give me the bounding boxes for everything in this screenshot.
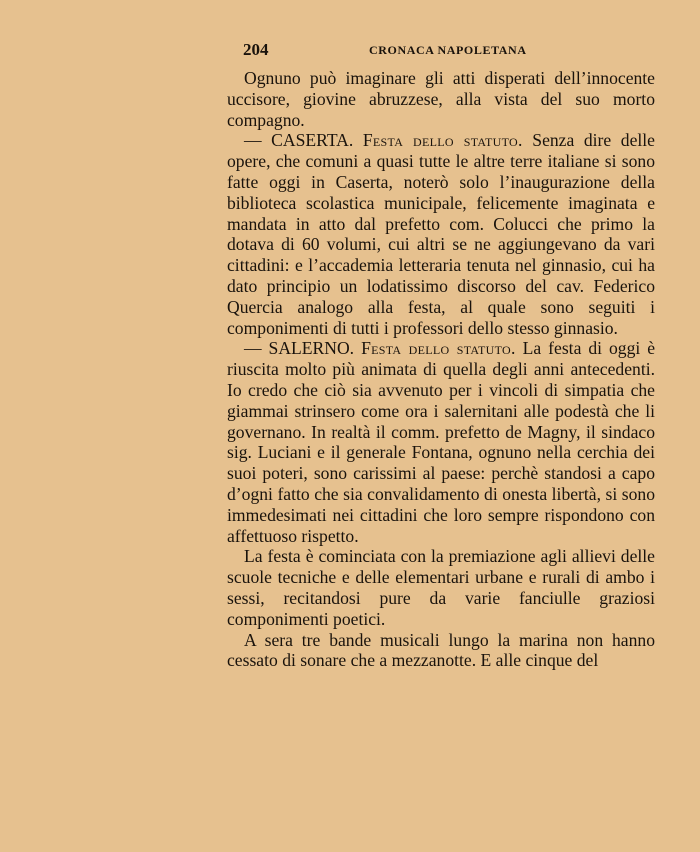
paragraph-5: A sera tre bande musicali lungo la marina non hanno cessato di sonare che a mezzanotte. E alle cinque del bbox=[227, 629, 655, 671]
running-title: CRONACA NAPOLETANA bbox=[369, 43, 527, 57]
salerno-event: Festa dello statuto. bbox=[361, 338, 516, 359]
paragraph-caserta bbox=[227, 130, 655, 338]
caserta-event: Festa dello statuto. bbox=[362, 130, 523, 151]
page-number: 204 bbox=[243, 40, 269, 59]
article-body bbox=[227, 68, 655, 671]
salerno-heading: — SALERNO. bbox=[244, 338, 355, 359]
page-header bbox=[227, 38, 655, 62]
caserta-text: Senza dire delle opere, che comuni a quasi tutte le altre terre italiane si sono fatte oggi in Caserta, noterò solo l’inaugurazione della biblioteca scolastica municipale, felicemente imaginata e mandata in atto dal prefetto com. Colucci che primo la dotava di 60 volumi, cui altri se ne aggiungevano da vari cittadini: e l’accademia letteraria tenuta nel ginnasio, cui ha dato principio un lodatissimo discorso del cav. Federico Quercia analogo alla festa, al quale sono seguiti i componimenti di tutti i professori dello stesso ginnasio. bbox=[227, 130, 655, 338]
caserta-heading: — CASERTA. bbox=[244, 130, 354, 151]
paragraph-4: La festa è cominciata con la premiazione agli allievi delle scuole tecniche e delle elementari urbane e rurali di ambo i sessi, recitandosi pure da varie fanciulle graziosi componimenti poetici. bbox=[227, 546, 655, 629]
book-page bbox=[227, 38, 655, 671]
salerno-text: La festa di oggi è riuscita molto più animata di quella degli anni antecedenti. Io credo che ciò sia avvenuto per i vincoli di simpatia che giammai strinsero come ora i salernitani alle podestà che li governano. In realtà il comm. prefetto de Magny, il sindaco sig. Luciani e il generale Fontana, ognuno nella cerchia dei suoi poteri, sono carissimi al paese: perchè standosi a capo d’ogni fatto che sia convalidamento di onesta libertà, si sono immedesimati nei cittadini che loro sempre rispondono con affettuoso rispetto. bbox=[227, 338, 656, 546]
paragraph-salerno bbox=[227, 338, 655, 546]
paragraph-1: Ognuno può imaginare gli atti disperati dell’innocente uccisore, giovine abruzzese, alla vista del suo morto compagno. bbox=[227, 68, 655, 130]
